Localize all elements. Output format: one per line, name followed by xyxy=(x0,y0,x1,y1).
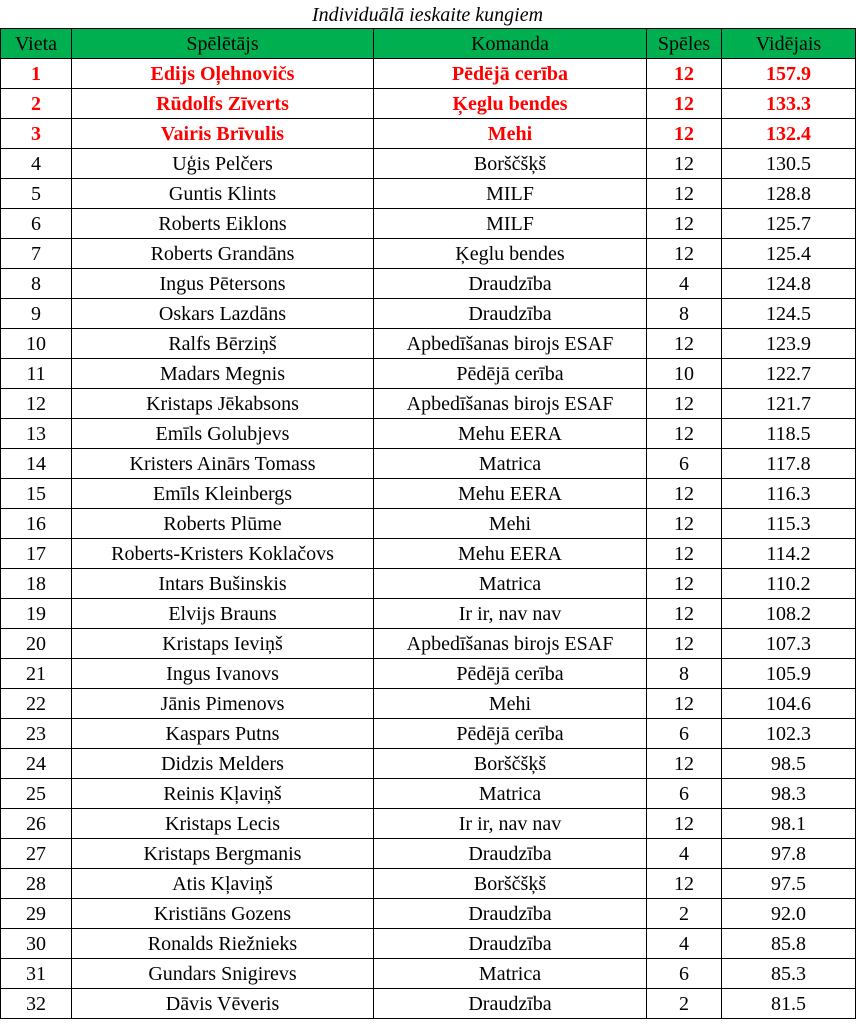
table-row xyxy=(1,209,856,239)
cell-place: 32 xyxy=(1,989,72,1019)
cell-games: 6 xyxy=(647,959,722,989)
cell-average: 97.5 xyxy=(722,869,856,899)
cell-average: 105.9 xyxy=(722,659,856,689)
cell-place: 27 xyxy=(1,839,72,869)
cell-average: 125.7 xyxy=(722,209,856,239)
cell-place: 9 xyxy=(1,299,72,329)
cell-games: 12 xyxy=(647,509,722,539)
cell-team: Pēdējā cerība xyxy=(374,59,647,89)
cell-place: 21 xyxy=(1,659,72,689)
cell-team: Draudzība xyxy=(374,929,647,959)
cell-average: 85.3 xyxy=(722,959,856,989)
cell-player: Intars Bušinskis xyxy=(72,569,374,599)
cell-games: 12 xyxy=(647,569,722,599)
cell-place: 17 xyxy=(1,539,72,569)
cell-place: 28 xyxy=(1,869,72,899)
cell-team: Borščšķš xyxy=(374,749,647,779)
cell-place: 20 xyxy=(1,629,72,659)
cell-games: 12 xyxy=(647,749,722,779)
cell-games: 12 xyxy=(647,239,722,269)
table-row xyxy=(1,239,856,269)
cell-player: Didzis Melders xyxy=(72,749,374,779)
table-title: Individuālā ieskaite kungiem xyxy=(311,4,544,26)
cell-average: 98.5 xyxy=(722,749,856,779)
cell-games: 2 xyxy=(647,899,722,929)
cell-player: Emīls Golubjevs xyxy=(72,419,374,449)
cell-player: Ronalds Riežnieks xyxy=(72,929,374,959)
table-row xyxy=(1,929,856,959)
cell-games: 6 xyxy=(647,779,722,809)
table-row xyxy=(1,89,856,119)
cell-player: Roberts Grandāns xyxy=(72,239,374,269)
cell-games: 12 xyxy=(647,869,722,899)
cell-place: 22 xyxy=(1,689,72,719)
cell-team: Pēdējā cerība xyxy=(374,659,647,689)
cell-games: 4 xyxy=(647,929,722,959)
cell-team: Ir ir, nav nav xyxy=(374,809,647,839)
cell-average: 108.2 xyxy=(722,599,856,629)
cell-player: Atis Kļaviņš xyxy=(72,869,374,899)
cell-games: 12 xyxy=(647,809,722,839)
cell-player: Vairis Brīvulis xyxy=(72,119,374,149)
cell-place: 19 xyxy=(1,599,72,629)
cell-team: Mehi xyxy=(374,119,647,149)
cell-place: 16 xyxy=(1,509,72,539)
cell-player: Dāvis Vēveris xyxy=(72,989,374,1019)
cell-games: 12 xyxy=(647,389,722,419)
table-row xyxy=(1,839,856,869)
cell-player: Ralfs Bērziņš xyxy=(72,329,374,359)
cell-games: 6 xyxy=(647,449,722,479)
cell-place: 3 xyxy=(1,119,72,149)
cell-team: Ķeglu bendes xyxy=(374,89,647,119)
cell-games: 12 xyxy=(647,209,722,239)
cell-team: Ir ir, nav nav xyxy=(374,599,647,629)
table-row xyxy=(1,419,856,449)
table-row xyxy=(1,539,856,569)
table-row xyxy=(1,59,856,89)
cell-player: Kaspars Putns xyxy=(72,719,374,749)
cell-place: 1 xyxy=(1,59,72,89)
cell-games: 12 xyxy=(647,629,722,659)
cell-player: Elvijs Brauns xyxy=(72,599,374,629)
cell-games: 8 xyxy=(647,659,722,689)
cell-player: Kristaps Jēkabsons xyxy=(72,389,374,419)
cell-team: Draudzība xyxy=(374,899,647,929)
cell-player: Kristaps Lecis xyxy=(72,809,374,839)
header-row xyxy=(1,29,856,59)
cell-average: 128.8 xyxy=(722,179,856,209)
table-row xyxy=(1,599,856,629)
cell-team: MILF xyxy=(374,209,647,239)
header-place: Vieta xyxy=(1,29,72,59)
cell-games: 12 xyxy=(647,179,722,209)
cell-team: Borščšķš xyxy=(374,149,647,179)
cell-average: 97.8 xyxy=(722,839,856,869)
cell-average: 98.1 xyxy=(722,809,856,839)
cell-team: Mehu EERA xyxy=(374,539,647,569)
cell-average: 118.5 xyxy=(722,419,856,449)
cell-team: Mehu EERA xyxy=(374,479,647,509)
cell-place: 13 xyxy=(1,419,72,449)
cell-team: MILF xyxy=(374,179,647,209)
cell-team: Mehi xyxy=(374,509,647,539)
cell-average: 102.3 xyxy=(722,719,856,749)
table-row xyxy=(1,749,856,779)
table-row xyxy=(1,779,856,809)
cell-games: 4 xyxy=(647,839,722,869)
cell-place: 7 xyxy=(1,239,72,269)
cell-player: Guntis Klints xyxy=(72,179,374,209)
cell-player: Emīls Kleinbergs xyxy=(72,479,374,509)
cell-team: Ķeglu bendes xyxy=(374,239,647,269)
cell-average: 123.9 xyxy=(722,329,856,359)
cell-games: 12 xyxy=(647,689,722,719)
cell-average: 115.3 xyxy=(722,509,856,539)
table-row xyxy=(1,329,856,359)
cell-place: 29 xyxy=(1,899,72,929)
cell-average: 132.4 xyxy=(722,119,856,149)
cell-average: 125.4 xyxy=(722,239,856,269)
cell-player: Jānis Pimenovs xyxy=(72,689,374,719)
cell-games: 6 xyxy=(647,719,722,749)
cell-average: 98.3 xyxy=(722,779,856,809)
cell-player: Kristaps Bergmanis xyxy=(72,839,374,869)
cell-team: Matrica xyxy=(374,449,647,479)
cell-average: 107.3 xyxy=(722,629,856,659)
cell-average: 110.2 xyxy=(722,569,856,599)
cell-player: Ingus Ivanovs xyxy=(72,659,374,689)
cell-average: 114.2 xyxy=(722,539,856,569)
cell-place: 26 xyxy=(1,809,72,839)
cell-games: 12 xyxy=(647,539,722,569)
cell-games: 12 xyxy=(647,419,722,449)
cell-average: 85.8 xyxy=(722,929,856,959)
cell-player: Gundars Snigirevs xyxy=(72,959,374,989)
table-row xyxy=(1,629,856,659)
cell-average: 124.8 xyxy=(722,269,856,299)
cell-place: 2 xyxy=(1,89,72,119)
cell-place: 23 xyxy=(1,719,72,749)
table-row xyxy=(1,959,856,989)
standings-table xyxy=(0,28,856,1019)
cell-team: Draudzība xyxy=(374,269,647,299)
table-row xyxy=(1,689,856,719)
cell-games: 12 xyxy=(647,329,722,359)
cell-place: 12 xyxy=(1,389,72,419)
cell-place: 18 xyxy=(1,569,72,599)
cell-games: 12 xyxy=(647,119,722,149)
table-row xyxy=(1,719,856,749)
table-row xyxy=(1,479,856,509)
cell-place: 30 xyxy=(1,929,72,959)
header-games: Spēles xyxy=(647,29,722,59)
cell-games: 12 xyxy=(647,479,722,509)
cell-team: Draudzība xyxy=(374,299,647,329)
cell-place: 10 xyxy=(1,329,72,359)
table-row xyxy=(1,509,856,539)
cell-games: 8 xyxy=(647,299,722,329)
cell-team: Pēdējā cerība xyxy=(374,359,647,389)
cell-player: Reinis Kļaviņš xyxy=(72,779,374,809)
cell-place: 25 xyxy=(1,779,72,809)
cell-average: 130.5 xyxy=(722,149,856,179)
cell-place: 6 xyxy=(1,209,72,239)
cell-games: 12 xyxy=(647,599,722,629)
cell-team: Borščšķš xyxy=(374,869,647,899)
cell-games: 2 xyxy=(647,989,722,1019)
cell-player: Kristers Ainārs Tomass xyxy=(72,449,374,479)
cell-place: 11 xyxy=(1,359,72,389)
cell-average: 133.3 xyxy=(722,89,856,119)
cell-average: 117.8 xyxy=(722,449,856,479)
cell-team: Pēdējā cerība xyxy=(374,719,647,749)
table-row xyxy=(1,899,856,929)
cell-player: Rūdolfs Zīverts xyxy=(72,89,374,119)
cell-player: Oskars Lazdāns xyxy=(72,299,374,329)
cell-team: Matrica xyxy=(374,779,647,809)
cell-player: Kristaps Ieviņš xyxy=(72,629,374,659)
cell-place: 31 xyxy=(1,959,72,989)
cell-average: 121.7 xyxy=(722,389,856,419)
cell-player: Uģis Pelčers xyxy=(72,149,374,179)
cell-games: 12 xyxy=(647,149,722,179)
cell-team: Matrica xyxy=(374,569,647,599)
cell-place: 8 xyxy=(1,269,72,299)
cell-team: Apbedīšanas birojs ESAF xyxy=(374,389,647,419)
header-player: Spēlētājs xyxy=(72,29,374,59)
cell-games: 4 xyxy=(647,269,722,299)
cell-player: Roberts-Kristers Koklačovs xyxy=(72,539,374,569)
cell-average: 122.7 xyxy=(722,359,856,389)
cell-team: Draudzība xyxy=(374,839,647,869)
header-team: Komanda xyxy=(374,29,647,59)
standings-body xyxy=(1,59,856,1019)
cell-games: 10 xyxy=(647,359,722,389)
cell-team: Matrica xyxy=(374,959,647,989)
cell-average: 116.3 xyxy=(722,479,856,509)
cell-place: 14 xyxy=(1,449,72,479)
cell-player: Kristiāns Gozens xyxy=(72,899,374,929)
cell-player: Roberts Eiklons xyxy=(72,209,374,239)
cell-player: Edijs Oļehnovičs xyxy=(72,59,374,89)
cell-average: 124.5 xyxy=(722,299,856,329)
table-row xyxy=(1,989,856,1019)
table-row xyxy=(1,659,856,689)
cell-average: 157.9 xyxy=(722,59,856,89)
table-row xyxy=(1,179,856,209)
table-row xyxy=(1,449,856,479)
cell-average: 92.0 xyxy=(722,899,856,929)
header-average: Vidējais xyxy=(722,29,856,59)
cell-player: Madars Megnis xyxy=(72,359,374,389)
cell-player: Ingus Pētersons xyxy=(72,269,374,299)
cell-player: Roberts Plūme xyxy=(72,509,374,539)
table-row xyxy=(1,389,856,419)
table-row xyxy=(1,569,856,599)
table-row xyxy=(1,809,856,839)
table-row xyxy=(1,269,856,299)
cell-games: 12 xyxy=(647,59,722,89)
table-row xyxy=(1,869,856,899)
table-row xyxy=(1,359,856,389)
cell-team: Apbedīšanas birojs ESAF xyxy=(374,329,647,359)
cell-team: Mehu EERA xyxy=(374,419,647,449)
cell-team: Mehi xyxy=(374,689,647,719)
cell-team: Draudzība xyxy=(374,989,647,1019)
cell-place: 15 xyxy=(1,479,72,509)
table-row xyxy=(1,149,856,179)
cell-place: 5 xyxy=(1,179,72,209)
cell-team: Apbedīšanas birojs ESAF xyxy=(374,629,647,659)
table-row xyxy=(1,119,856,149)
table-row xyxy=(1,299,856,329)
cell-games: 12 xyxy=(647,89,722,119)
cell-average: 81.5 xyxy=(722,989,856,1019)
cell-average: 104.6 xyxy=(722,689,856,719)
cell-place: 24 xyxy=(1,749,72,779)
cell-place: 4 xyxy=(1,149,72,179)
